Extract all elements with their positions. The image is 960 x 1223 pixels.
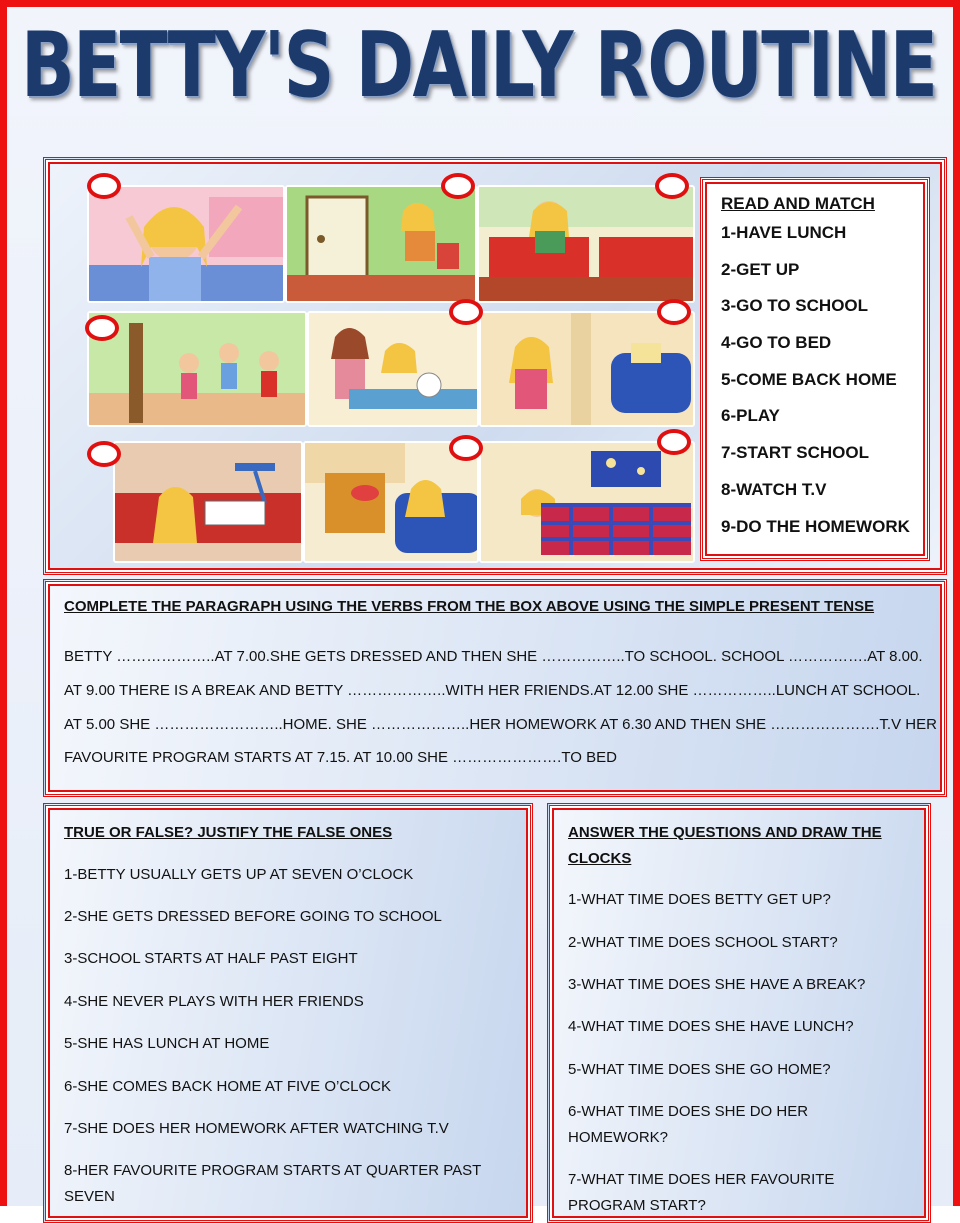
- answer-circle[interactable]: [657, 299, 691, 325]
- question-item-continued: PROGRAM START?: [568, 1197, 706, 1214]
- picture-go-to-school: [285, 185, 477, 303]
- statement-item: 7-SHE DOES HER HOMEWORK AFTER WATCHING T.V: [64, 1120, 449, 1137]
- paragraph-section: [43, 579, 947, 797]
- answer-circle[interactable]: [441, 173, 475, 199]
- question-item: 6-WHAT TIME DOES SHE DO HER: [568, 1103, 809, 1120]
- paragraph-heading: COMPLETE THE PARAGRAPH USING THE VERBS FROM THE BOX ABOVE USING THE SIMPLE PRESENT TENSE: [64, 598, 875, 615]
- girl-at-desk-illustration: [479, 187, 695, 303]
- answer-circle[interactable]: [449, 299, 483, 325]
- picture-go-to-bed: [479, 441, 695, 563]
- read-and-match-box: [700, 177, 930, 561]
- girl-leaving-illustration: [287, 187, 477, 303]
- statement-item: 5-SHE HAS LUNCH AT HOME: [64, 1035, 270, 1052]
- true-false-heading: TRUE OR FALSE? JUSTIFY THE FALSE ONES: [64, 824, 393, 841]
- statement-item: 3-SCHOOL STARTS AT HALF PAST EIGHT: [64, 950, 358, 967]
- verb-list: [721, 220, 910, 550]
- picture-get-up: [87, 185, 285, 303]
- answer-circle[interactable]: [87, 173, 121, 199]
- statement-item: 6-SHE COMES BACK HOME AT FIVE O’CLOCK: [64, 1078, 392, 1095]
- picture-come-back-home: [479, 311, 695, 427]
- kids-playing-illustration: [89, 313, 307, 427]
- picture-do-homework: [113, 441, 303, 563]
- picture-play: [87, 311, 307, 427]
- verb-item: 5-COME BACK HOME: [721, 369, 897, 389]
- answer-circle[interactable]: [449, 435, 483, 461]
- girl-eating-illustration: [309, 313, 479, 427]
- picture-start-school: [477, 185, 695, 303]
- question-item: 5-WHAT TIME DOES SHE GO HOME?: [568, 1061, 831, 1078]
- paragraph-line: AT 5.00 SHE ……………………..HOME. SHE ………………..HER HOMEWORK AT 6.30 AND THEN SHE ………………….T.V HER: [64, 716, 937, 733]
- answer-circle[interactable]: [87, 441, 121, 467]
- girl-at-home-illustration: [481, 313, 695, 427]
- answer-circle[interactable]: [655, 173, 689, 199]
- questions-section: [547, 803, 931, 1223]
- statement-item: 1-BETTY USUALLY GETS UP AT SEVEN O’CLOCK: [64, 866, 414, 883]
- question-item: 7-WHAT TIME DOES HER FAVOURITE: [568, 1171, 835, 1188]
- girl-studying-illustration: [115, 443, 303, 563]
- read-and-match-heading: READ AND MATCH: [721, 194, 875, 213]
- verb-item: 6-PLAY: [721, 406, 780, 426]
- statement-item: 8-HER FAVOURITE PROGRAM STARTS AT QUARTER PAST: [64, 1162, 482, 1179]
- answer-circle[interactable]: [85, 315, 119, 341]
- picture-watch-tv: [303, 441, 479, 563]
- paragraph-line: AT 9.00 THERE IS A BREAK AND BETTY ………………..WITH HER FRIENDS.AT 12.00 SHE ……………..LUNCH AT SCHOOL.: [64, 682, 921, 699]
- statement-item: 2-SHE GETS DRESSED BEFORE GOING TO SCHOOL: [64, 908, 442, 925]
- picture-have-lunch: [307, 311, 479, 427]
- verb-item: 7-START SCHOOL: [721, 443, 869, 463]
- answer-circle[interactable]: [657, 429, 691, 455]
- verb-item: 1-HAVE LUNCH: [721, 223, 847, 242]
- girl-sleeping-illustration: [481, 443, 695, 563]
- question-item: 3-WHAT TIME DOES SHE HAVE A BREAK?: [568, 976, 866, 993]
- paragraph-line: FAVOURITE PROGRAM STARTS AT 7.15. AT 10.00 SHE ………………….TO BED: [64, 749, 617, 766]
- question-item: 2-WHAT TIME DOES SCHOOL START?: [568, 934, 838, 951]
- statement-item-continued: SEVEN: [64, 1188, 115, 1205]
- girl-waking-illustration: [89, 187, 285, 303]
- picture-grid: [77, 183, 697, 563]
- statement-item: 4-SHE NEVER PLAYS WITH HER FRIENDS: [64, 993, 364, 1010]
- girl-on-sofa-illustration: [305, 443, 479, 563]
- verb-item: 3-GO TO SCHOOL: [721, 296, 869, 316]
- verb-item: 9-DO THE HOMEWORK: [721, 516, 910, 536]
- question-item: 1-WHAT TIME DOES BETTY GET UP?: [568, 891, 831, 908]
- question-item: 4-WHAT TIME DOES SHE HAVE LUNCH?: [568, 1018, 854, 1035]
- paragraph-line: BETTY ………………..AT 7.00.SHE GETS DRESSED AND THEN SHE ……………..TO SCHOOL. SCHOOL …………….AT 8.00.: [64, 648, 923, 665]
- verb-item: 8-WATCH T.V: [721, 479, 827, 499]
- questions-heading: ANSWER THE QUESTIONS AND DRAW THE: [568, 824, 882, 841]
- verb-item: 4-GO TO BED: [721, 333, 832, 353]
- verb-item: 2-GET UP: [721, 259, 800, 279]
- true-false-section: [43, 803, 533, 1223]
- page-title: BETTY'S DAILY ROUTINE: [21, 13, 937, 118]
- questions-heading-continued: CLOCKS: [568, 850, 632, 867]
- question-item-continued: HOMEWORK?: [568, 1129, 669, 1146]
